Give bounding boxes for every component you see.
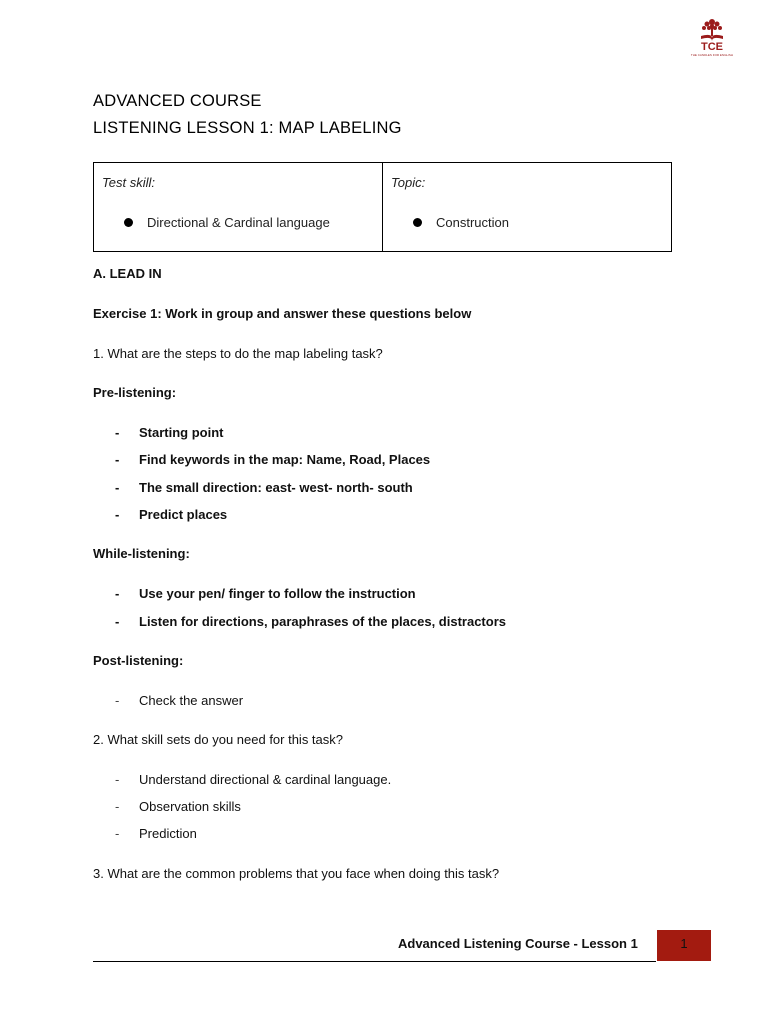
dash-icon: - xyxy=(115,614,120,629)
list-item xyxy=(115,480,413,495)
logo-text: TCE xyxy=(701,41,723,53)
dash-icon: - xyxy=(115,772,120,787)
skill-topic-table xyxy=(93,162,672,252)
document-title xyxy=(93,88,402,142)
question-3: 3. What are the common problems that you face when doing this task? xyxy=(93,866,500,881)
topic-cell xyxy=(382,163,671,251)
list-item-text: The small direction: east- west- north- south xyxy=(139,480,413,495)
topic-label: Topic: xyxy=(391,175,426,190)
test-skill-value: Directional & Cardinal language xyxy=(147,215,330,230)
question-1: 1. What are the steps to do the map labeling task? xyxy=(93,346,383,361)
list-item xyxy=(115,586,416,601)
list-item xyxy=(115,693,243,708)
list-item-text: Check the answer xyxy=(139,693,244,708)
topic-item xyxy=(413,215,509,230)
footer-divider xyxy=(93,961,656,962)
dash-icon: - xyxy=(115,826,120,841)
list-item-text: Use your pen/ finger to follow the instruction xyxy=(139,586,416,601)
list-item-text: Starting point xyxy=(139,425,224,440)
dash-icon: - xyxy=(115,425,120,440)
bullet-icon xyxy=(413,218,422,227)
topic-value: Construction xyxy=(436,215,509,230)
post-listening-heading: Post-listening: xyxy=(93,653,184,668)
pre-listening-heading: Pre-listening: xyxy=(93,385,177,400)
list-item xyxy=(115,452,430,467)
page-number: 1 xyxy=(680,936,688,951)
dash-icon: - xyxy=(115,507,120,522)
test-skill-label: Test skill: xyxy=(102,175,155,190)
bullet-icon xyxy=(124,218,133,227)
list-item xyxy=(115,507,227,522)
list-item xyxy=(115,772,391,787)
list-item-text: Predict places xyxy=(139,507,228,522)
dash-icon: - xyxy=(115,480,120,495)
test-skill-cell xyxy=(94,163,382,251)
list-item-text: Find keywords in the map: Name, Road, Places xyxy=(139,452,431,467)
list-item xyxy=(115,614,506,629)
test-skill-item xyxy=(124,215,330,230)
list-item xyxy=(115,799,241,814)
list-item xyxy=(115,826,197,841)
list-item xyxy=(115,425,224,440)
dash-icon: - xyxy=(115,693,120,708)
logo-tagline: THE CANDLES FOR ENGLISH xyxy=(690,53,734,57)
exercise-heading: Exercise 1: Work in group and answer these questions below xyxy=(93,306,472,321)
dash-icon: - xyxy=(115,799,120,814)
section-heading: A. LEAD IN xyxy=(93,266,162,281)
while-listening-heading: While-listening: xyxy=(93,546,190,561)
list-item-text: Listen for directions, paraphrases of the places, distractors xyxy=(139,614,506,629)
dash-icon: - xyxy=(115,452,120,467)
dash-icon: - xyxy=(115,586,120,601)
lesson-title: LISTENING LESSON 1: MAP LABELING xyxy=(93,119,402,137)
page-number-badge xyxy=(657,930,711,961)
question-2: 2. What skill sets do you need for this task? xyxy=(93,732,344,747)
tree-book-icon xyxy=(697,16,727,42)
course-title: ADVANCED COURSE xyxy=(93,92,262,110)
footer-course-label: Advanced Listening Course - Lesson 1 xyxy=(398,936,638,951)
tce-logo xyxy=(690,16,734,62)
list-item-text: Observation skills xyxy=(139,799,241,814)
list-item-text: Understand directional & cardinal language. xyxy=(139,772,392,787)
list-item-text: Prediction xyxy=(139,826,197,841)
